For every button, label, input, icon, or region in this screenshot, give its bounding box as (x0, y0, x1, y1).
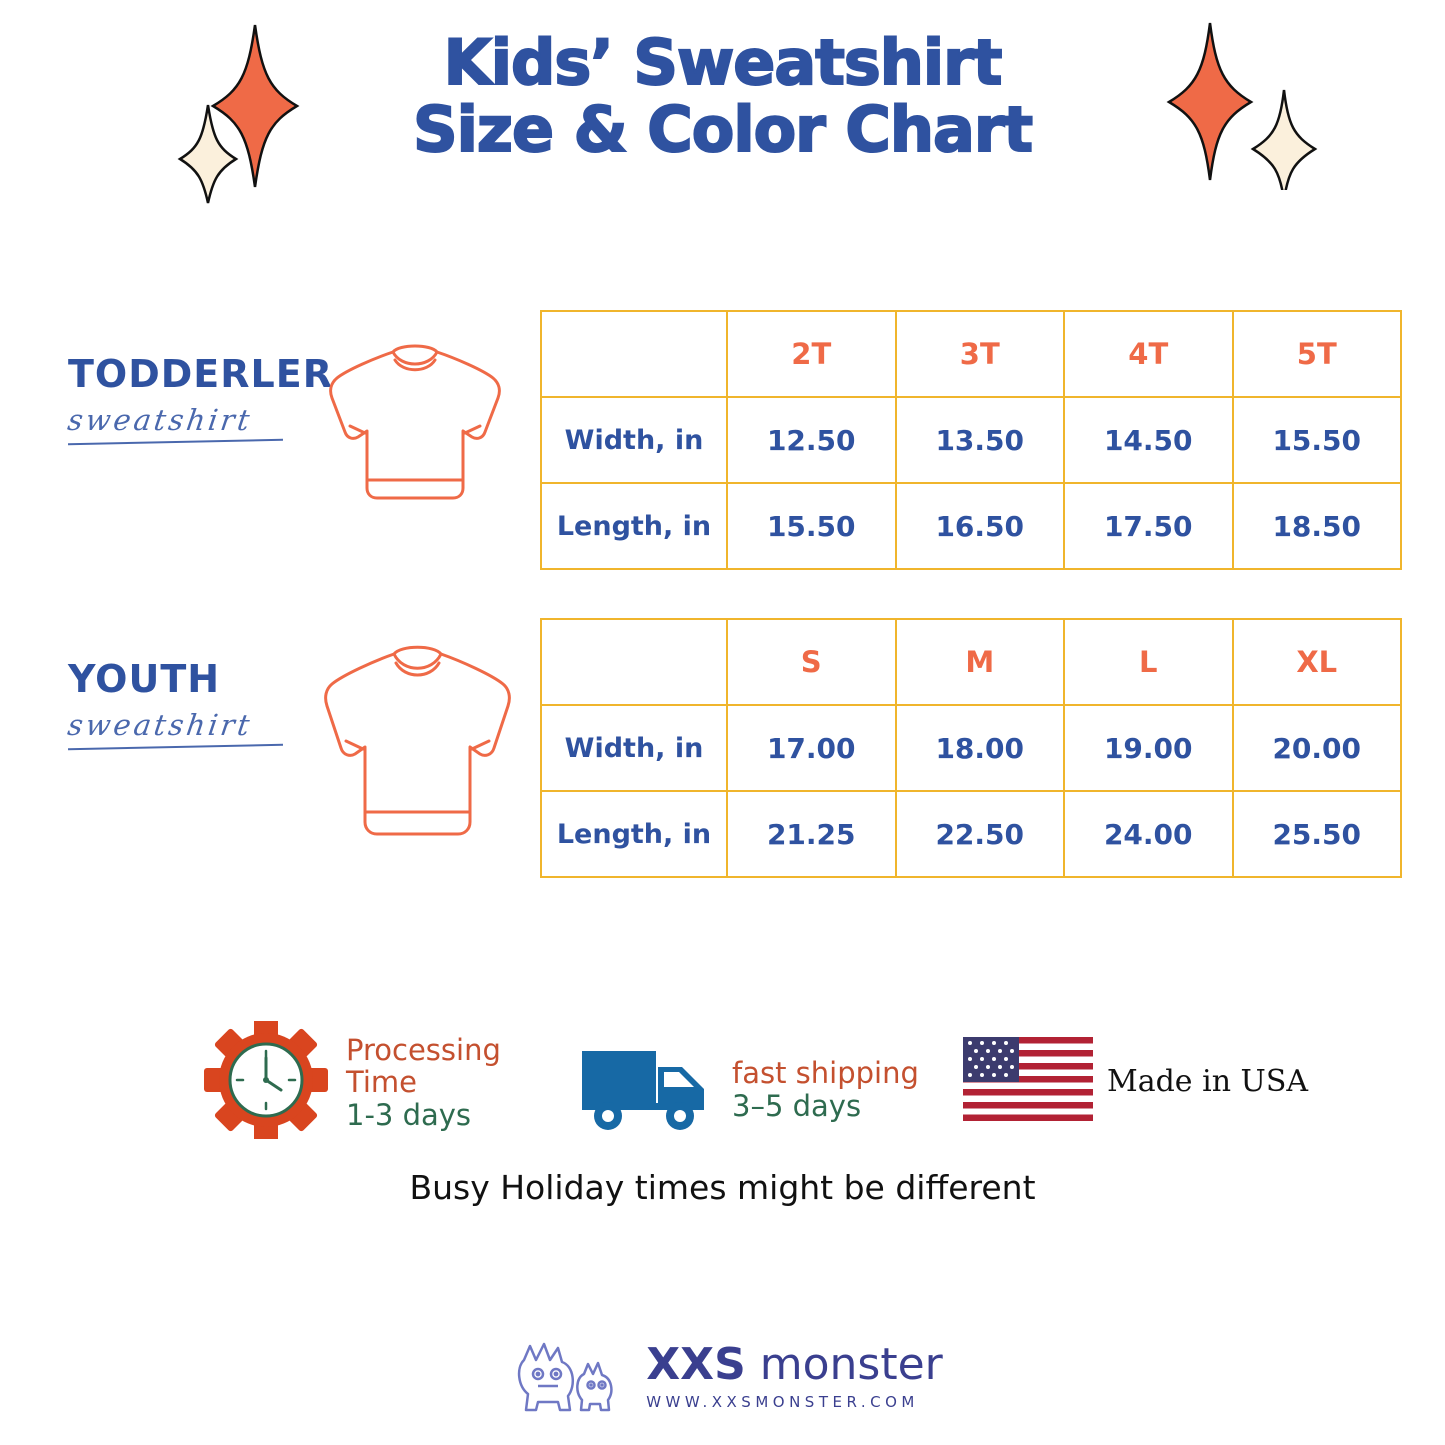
cell-length-2t: 15.50 (727, 483, 896, 569)
delivery-truck-icon (578, 1041, 718, 1138)
cell-length-xl: 25.50 (1233, 791, 1402, 877)
title-line-2: Size & Color Chart (412, 92, 1033, 166)
made-in-usa-label: Made in USA (1107, 1064, 1309, 1099)
section-subtitle-youth: sweatshirt (65, 708, 255, 742)
row-label-width: Width, in (541, 397, 727, 483)
xxs-monster-logo-icon (502, 1330, 632, 1423)
table-row (541, 791, 1401, 877)
brand-name (646, 1338, 943, 1390)
badges-row (0, 1013, 1445, 1143)
sweatshirt-icon-youth (310, 640, 525, 860)
shipping-days: 3–5 days (732, 1088, 862, 1123)
table-corner-cell (541, 311, 727, 397)
shipping-label: fast shipping (732, 1056, 919, 1091)
col-header-4t: 4T (1064, 311, 1233, 397)
table-header-row (541, 619, 1401, 705)
col-header-xl: XL (1233, 619, 1402, 705)
table-row (541, 397, 1401, 483)
badge-shipping-text (732, 1057, 919, 1122)
col-header-l: L (1064, 619, 1233, 705)
label-underline (68, 744, 283, 751)
label-underline (68, 439, 283, 446)
brand-name-light: monster (759, 1338, 943, 1390)
badge-made-in-usa (963, 1037, 1308, 1126)
col-header-s: S (727, 619, 896, 705)
processing-days: 1-3 days (346, 1097, 472, 1132)
row-label-length: Length, in (541, 483, 727, 569)
badge-processing-text (346, 1034, 501, 1131)
cell-width-xl: 20.00 (1233, 705, 1402, 791)
size-table-toddler (540, 310, 1402, 570)
brand-url: WWW.XXSMONSTER.COM (646, 1392, 919, 1411)
holiday-note: Busy Holiday times might be different (409, 1168, 1036, 1207)
cell-length-4t: 17.50 (1064, 483, 1233, 569)
table-row (541, 705, 1401, 791)
col-header-m: M (896, 619, 1065, 705)
sparkle-orange-right (1155, 20, 1335, 195)
cell-width-5t: 15.50 (1233, 397, 1402, 483)
cell-length-s: 21.25 (727, 791, 896, 877)
usa-flag-icon (963, 1037, 1093, 1126)
processing-label-line1: Processing (346, 1032, 501, 1067)
badge-processing-time (200, 1021, 501, 1144)
cell-width-s: 17.00 (727, 705, 896, 791)
table-row (541, 483, 1401, 569)
row-label-length: Length, in (541, 791, 727, 877)
cell-width-3t: 13.50 (896, 397, 1065, 483)
section-subtitle-toddler: sweatshirt (65, 403, 255, 437)
sparkle-orange-left (170, 20, 300, 210)
section-title-youth: YOUTH (68, 657, 221, 701)
col-header-5t: 5T (1233, 311, 1402, 397)
size-table-youth (540, 618, 1402, 878)
clock-gear-icon (200, 1021, 332, 1144)
processing-label-line2: Time (346, 1065, 417, 1100)
title-line-1: Kids’ Sweatshirt (443, 26, 1002, 99)
cell-length-5t: 18.50 (1233, 483, 1402, 569)
cell-width-m: 18.00 (896, 705, 1065, 791)
col-header-3t: 3T (896, 311, 1065, 397)
cell-length-l: 24.00 (1064, 791, 1233, 877)
cell-width-l: 19.00 (1064, 705, 1233, 791)
cell-length-m: 22.50 (896, 791, 1065, 877)
section-label-youth (65, 657, 283, 748)
table-corner-cell (541, 619, 727, 705)
brand-block (646, 1338, 943, 1411)
section-title-toddler: TODDERLER (68, 352, 333, 396)
footer-logo (0, 1330, 1445, 1423)
sweatshirt-icon-toddler (315, 340, 515, 520)
row-label-width: Width, in (541, 705, 727, 791)
cell-length-3t: 16.50 (896, 483, 1065, 569)
badge-fast-shipping (578, 1041, 919, 1138)
brand-name-bold: XXS (646, 1338, 746, 1390)
col-header-2t: 2T (727, 311, 896, 397)
cell-width-2t: 12.50 (727, 397, 896, 483)
section-label-toddler (65, 352, 333, 443)
cell-width-4t: 14.50 (1064, 397, 1233, 483)
table-header-row (541, 311, 1401, 397)
